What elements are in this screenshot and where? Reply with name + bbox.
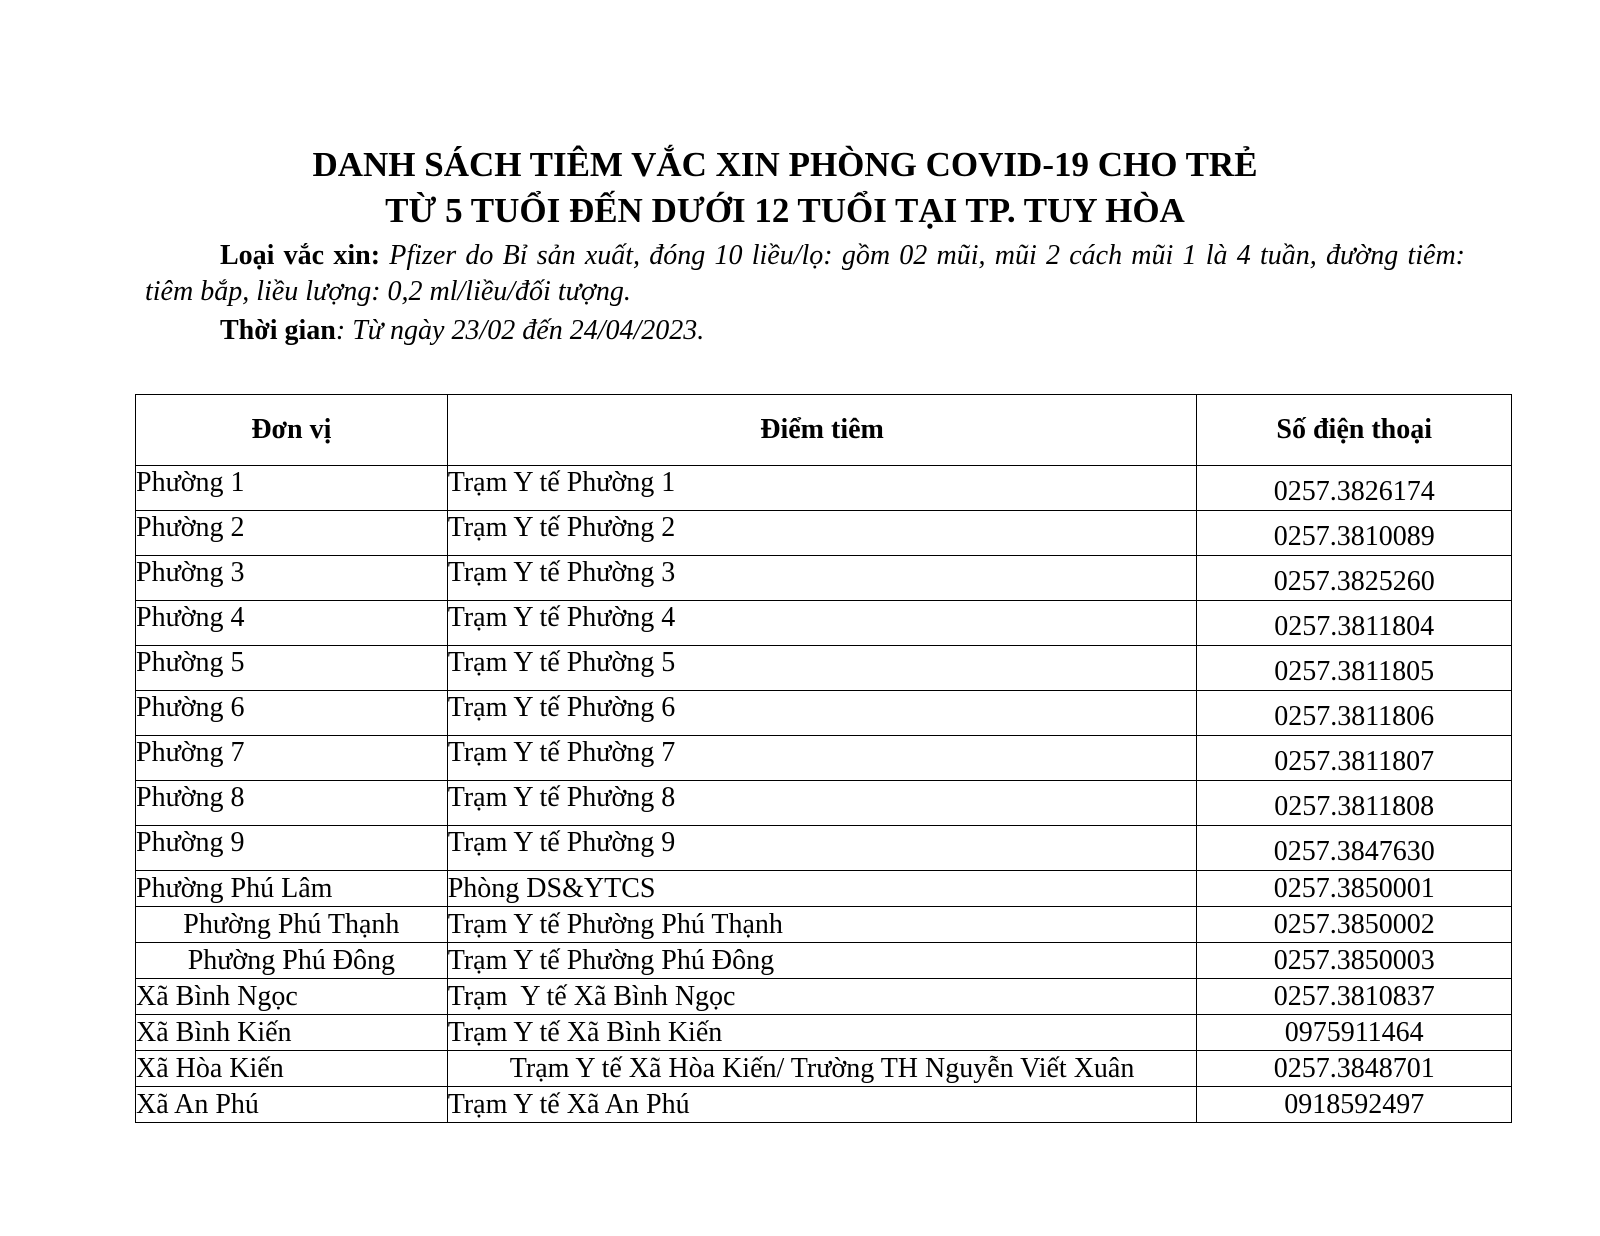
phone-cell: 0257.3811805 <box>1197 646 1512 691</box>
site-cell: Trạm Y tế Phường 9 <box>447 826 1197 871</box>
table-row <box>136 1015 1512 1051</box>
site-cell: Trạm Y tế Phường 2 <box>447 511 1197 556</box>
unit-cell: Phường 7 <box>136 736 448 781</box>
document-title-line-2: TỪ 5 TUỔI ĐẾN DƯỚI 12 TUỔI TẠI TP. TUY HÒA <box>385 191 1185 230</box>
table-row <box>136 907 1512 943</box>
table-row <box>136 736 1512 781</box>
table-row <box>136 826 1512 871</box>
site-cell: Trạm Y tế Phường 5 <box>447 646 1197 691</box>
unit-cell: Xã Bình Ngọc <box>136 979 448 1015</box>
site-cell: Trạm Y tế Xã Hòa Kiến/ Trường TH Nguyễn Viết Xuân <box>447 1051 1197 1087</box>
table-row <box>136 511 1512 556</box>
unit-cell: Phường 6 <box>136 691 448 736</box>
table-row <box>136 1051 1512 1087</box>
unit-cell: Phường Phú Thạnh <box>136 907 448 943</box>
site-cell: Trạm Y tế Xã Bình Ngọc <box>447 979 1197 1015</box>
table-row <box>136 646 1512 691</box>
table-row <box>136 1087 1512 1123</box>
vaccination-sites-table <box>135 394 1512 1123</box>
unit-cell: Phường 3 <box>136 556 448 601</box>
phone-cell: 0257.3850001 <box>1197 871 1512 907</box>
site-cell: Trạm Y tế Xã Bình Kiến <box>447 1015 1197 1051</box>
phone-cell: 0257.3811808 <box>1197 781 1512 826</box>
unit-cell: Phường 1 <box>136 466 448 511</box>
unit-cell: Phường 2 <box>136 511 448 556</box>
site-cell: Trạm Y tế Phường 4 <box>447 601 1197 646</box>
phone-cell: 0257.3826174 <box>1197 466 1512 511</box>
site-cell: Trạm Y tế Phường 8 <box>447 781 1197 826</box>
table-row <box>136 691 1512 736</box>
document-title-line-1: DANH SÁCH TIÊM VẮC XIN PHÒNG COVID-19 CHO TRẺ <box>312 145 1258 184</box>
unit-cell: Xã An Phú <box>136 1087 448 1123</box>
phone-cell: 0975911464 <box>1197 1015 1512 1051</box>
table-row <box>136 979 1512 1015</box>
table-row <box>136 871 1512 907</box>
table-row <box>136 781 1512 826</box>
site-cell: Trạm Y tế Phường 1 <box>447 466 1197 511</box>
unit-cell: Phường 8 <box>136 781 448 826</box>
unit-cell: Xã Bình Kiến <box>136 1015 448 1051</box>
table-header-row <box>136 395 1512 466</box>
time-text: : Từ ngày 23/02 đến 24/04/2023. <box>335 315 705 346</box>
site-cell: Trạm Y tế Phường Phú Đông <box>447 943 1197 979</box>
phone-cell: 0257.3850002 <box>1197 907 1512 943</box>
site-cell: Trạm Y tế Phường 7 <box>447 736 1197 781</box>
site-cell: Trạm Y tế Phường Phú Thạnh <box>447 907 1197 943</box>
phone-cell: 0257.3811806 <box>1197 691 1512 736</box>
header-unit: Đơn vị <box>136 395 448 466</box>
phone-cell: 0257.3850003 <box>1197 943 1512 979</box>
phone-cell: 0257.3810837 <box>1197 979 1512 1015</box>
phone-cell: 0257.3810089 <box>1197 511 1512 556</box>
site-cell: Phòng DS&YTCS <box>447 871 1197 907</box>
table-row <box>136 943 1512 979</box>
phone-cell: 0257.3847630 <box>1197 826 1512 871</box>
unit-cell: Phường 9 <box>136 826 448 871</box>
vaccine-text: Pfizer do Bỉ sản xuất, đóng 10 liều/lọ: gồm 02 mũi, mũi 2 cách mũi 1 là 4 tuần, đường tiêm: tiêm bắp, liều lượng: 0,2 ml/liều/đối tượng. <box>145 240 1466 307</box>
time-label: Thời gian <box>220 315 336 346</box>
phone-cell: 0257.3848701 <box>1197 1051 1512 1087</box>
table-row <box>136 556 1512 601</box>
phone-cell: 0257.3811804 <box>1197 601 1512 646</box>
unit-cell: Phường Phú Đông <box>136 943 448 979</box>
site-cell: Trạm Y tế Xã An Phú <box>447 1087 1197 1123</box>
site-cell: Trạm Y tế Phường 6 <box>447 691 1197 736</box>
phone-cell: 0257.3825260 <box>1197 556 1512 601</box>
table-row <box>136 466 1512 511</box>
unit-cell: Phường 4 <box>136 601 448 646</box>
vaccine-paragraph <box>145 238 1465 310</box>
header-phone: Số điện thoại <box>1197 395 1512 466</box>
time-paragraph <box>145 313 1465 349</box>
vaccine-label: Loại vắc xin: <box>220 240 381 271</box>
unit-cell: Phường 5 <box>136 646 448 691</box>
phone-cell: 0918592497 <box>1197 1087 1512 1123</box>
phone-cell: 0257.3811807 <box>1197 736 1512 781</box>
table-row <box>136 601 1512 646</box>
header-site: Điểm tiêm <box>447 395 1197 466</box>
site-cell: Trạm Y tế Phường 3 <box>447 556 1197 601</box>
unit-cell: Phường Phú Lâm <box>136 871 448 907</box>
unit-cell: Xã Hòa Kiến <box>136 1051 448 1087</box>
